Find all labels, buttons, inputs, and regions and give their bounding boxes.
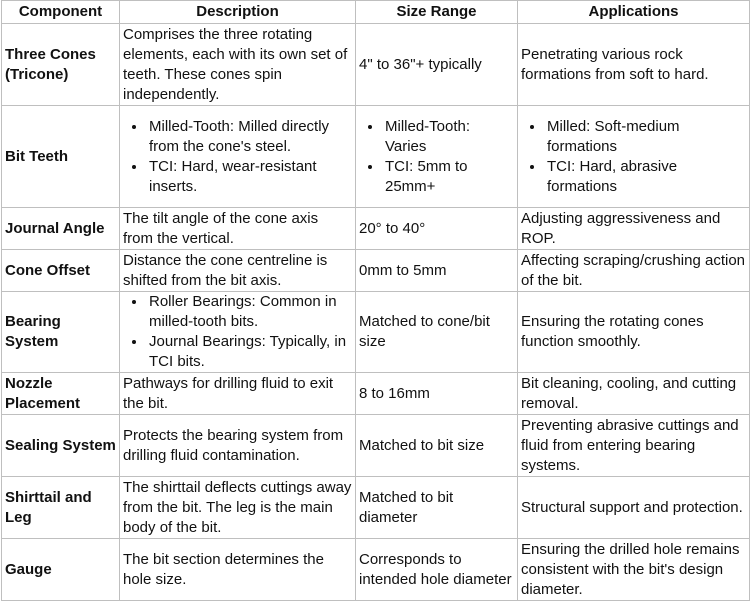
list-item: • TCI: 5mm to 25mm+ (383, 157, 514, 197)
list-item: • Milled-Tooth: Milled directly from the cone's steel. (147, 117, 352, 157)
bullet-list (359, 117, 514, 197)
cell-description (120, 106, 356, 208)
cell-description (120, 292, 356, 373)
cell-component: Sealing System (2, 415, 120, 477)
cell-size-range: 4" to 36"+ typically (356, 24, 518, 106)
table-row (2, 292, 750, 373)
bullet-list (123, 292, 352, 372)
cell-component: Nozzle Placement (2, 373, 120, 415)
cell-description: The shirttail deflects cuttings away from the bit. The leg is the main body of the bit. (120, 477, 356, 539)
cell-applications: Affecting scraping/crushing action of the bit. (518, 250, 750, 292)
table-row (2, 415, 750, 477)
cell-size-range: 20° to 40° (356, 208, 518, 250)
table-row (2, 539, 750, 601)
table-row (2, 250, 750, 292)
bullet-list (521, 117, 746, 197)
bullet-list (123, 117, 352, 197)
table-row (2, 208, 750, 250)
cell-component: Bit Teeth (2, 106, 120, 208)
cell-size-range: Corresponds to intended hole diameter (356, 539, 518, 601)
cell-applications: Ensuring the rotating cones function smoothly. (518, 292, 750, 373)
list-item: • TCI: Hard, abrasive formations (545, 157, 746, 197)
cell-size-range: Matched to bit diameter (356, 477, 518, 539)
cell-component: Cone Offset (2, 250, 120, 292)
cell-applications: Penetrating various rock formations from soft to hard. (518, 24, 750, 106)
list-item: • Milled: Soft-medium formations (545, 117, 746, 157)
cell-component: Journal Angle (2, 208, 120, 250)
table-row (2, 477, 750, 539)
cell-description: The bit section determines the hole size. (120, 539, 356, 601)
header-applications: Applications (518, 1, 750, 24)
cell-size-range: 8 to 16mm (356, 373, 518, 415)
header-component: Component (2, 1, 120, 24)
list-item: • Milled-Tooth: Varies (383, 117, 514, 157)
cell-applications (518, 106, 750, 208)
cell-description: Distance the cone centreline is shifted from the bit axis. (120, 250, 356, 292)
cell-size-range: 0mm to 5mm (356, 250, 518, 292)
cell-description: Pathways for drilling fluid to exit the bit. (120, 373, 356, 415)
list-item: • Roller Bearings: Common in milled-tooth bits. (147, 292, 352, 332)
header-size-range: Size Range (356, 1, 518, 24)
cell-size-range (356, 106, 518, 208)
header-description: Description (120, 1, 356, 24)
cell-size-range: Matched to cone/bit size (356, 292, 518, 373)
cell-description: The tilt angle of the cone axis from the vertical. (120, 208, 356, 250)
cell-applications: Ensuring the drilled hole remains consistent with the bit's design diameter. (518, 539, 750, 601)
table-row (2, 24, 750, 106)
table-row (2, 106, 750, 208)
cell-applications: Preventing abrasive cuttings and fluid from entering bearing systems. (518, 415, 750, 477)
cell-applications: Structural support and protection. (518, 477, 750, 539)
cell-applications: Adjusting aggressiveness and ROP. (518, 208, 750, 250)
cell-applications: Bit cleaning, cooling, and cutting removal. (518, 373, 750, 415)
cell-size-range: Matched to bit size (356, 415, 518, 477)
list-item: • TCI: Hard, wear-resistant inserts. (147, 157, 352, 197)
cell-description: Comprises the three rotating elements, each with its own set of teeth. These cones spin independently. (120, 24, 356, 106)
cell-description: Protects the bearing system from drilling fluid contamination. (120, 415, 356, 477)
table-row (2, 373, 750, 415)
cell-component: Shirttail and Leg (2, 477, 120, 539)
cell-component: Three Cones (Tricone) (2, 24, 120, 106)
header-row (2, 1, 750, 24)
list-item: • Journal Bearings: Typically, in TCI bits. (147, 332, 352, 372)
cell-component: Gauge (2, 539, 120, 601)
components-table (1, 0, 750, 601)
cell-component: Bearing System (2, 292, 120, 373)
